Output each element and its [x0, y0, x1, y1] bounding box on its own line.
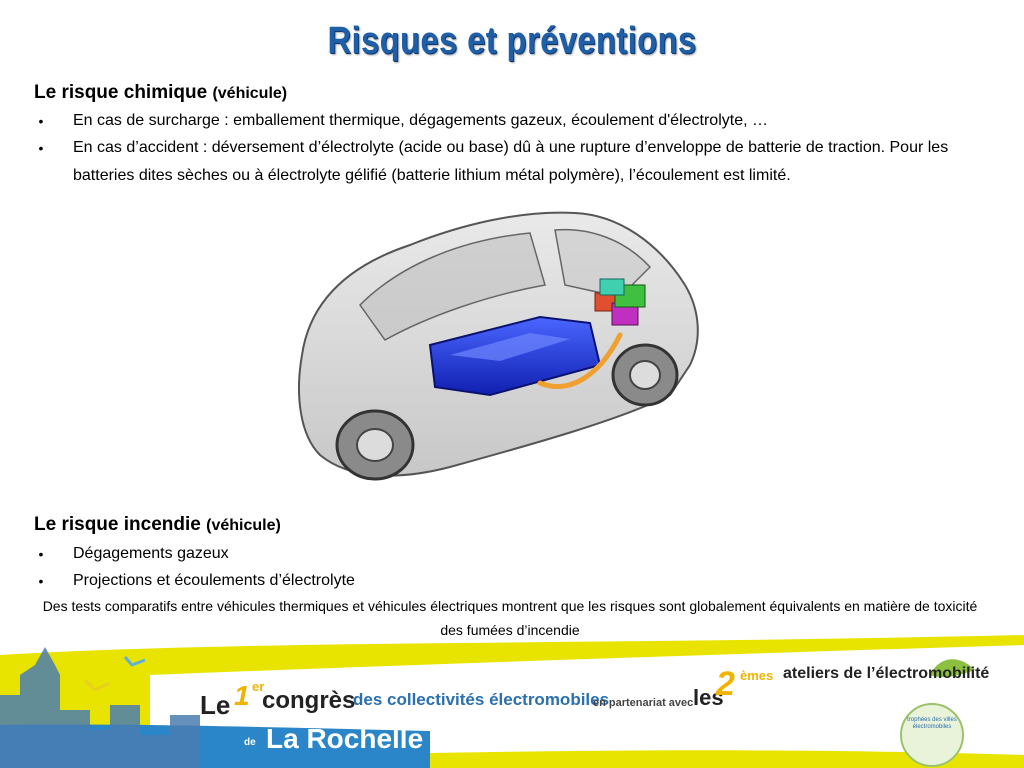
footer-ateliers: ateliers de l’électromobilité	[783, 665, 990, 682]
bullet-item	[34, 107, 994, 135]
heading-sub: (véhicule)	[206, 517, 281, 534]
comparison-note: Des tests comparatifs entre véhicules thermiques et véhicules électriques montrent que les risques sont globalement équivalents en matière de toxicité des fumées d’incendie	[42, 598, 978, 638]
footer-city: La Rochelle	[266, 723, 424, 754]
bullet-item	[34, 540, 734, 568]
footer-first-sup: er	[252, 679, 265, 694]
car-hub-shape	[357, 429, 393, 461]
heading-text: Le risque incendie	[34, 514, 201, 535]
footer-de: de	[244, 737, 256, 748]
bullet-text: Projections et écoulements d’électrolyte	[73, 572, 355, 589]
bullet-item	[34, 567, 734, 595]
car-hub-shape	[630, 361, 660, 389]
bullet-item	[34, 134, 994, 190]
bullet-text: En cas d’accident : déversement d’électrolyte (acide ou base) dû à une rupture d’enveloppe de batterie de traction. Pour les batteries dites sèches ou à électrolyte gélifié (batterie lithium métal polymère), l’écoulement est limité.	[73, 139, 949, 184]
footer-les: les	[693, 685, 724, 710]
heading-sub: (véhicule)	[212, 85, 288, 102]
footer-collectivites: des collectivités électromobiles	[353, 690, 610, 709]
section-heading-fire	[34, 514, 281, 536]
bullet-dot-icon: •	[38, 113, 44, 129]
footer-second-sup: èmes	[740, 668, 774, 683]
footer-first: 1	[234, 680, 250, 711]
bullet-dot-icon: •	[38, 546, 44, 562]
bullet-dot-icon: •	[38, 573, 44, 589]
section-heading-chemical	[34, 82, 287, 104]
bullet-text: Dégagements gazeux	[73, 545, 229, 562]
slide-title: Risques et préventions	[327, 20, 697, 62]
bullet-dot-icon: •	[38, 140, 44, 156]
footer-second: 2	[716, 665, 735, 703]
electric-car-battery-illustration	[290, 205, 710, 495]
module-shape	[600, 279, 624, 295]
footer-banner	[0, 635, 1024, 768]
footer-congres: congrès	[262, 687, 356, 714]
trophy-logo	[900, 703, 964, 767]
logo-text: trophées des villes électromobiles	[907, 717, 957, 730]
bullet-text: En cas de surcharge : emballement thermique, dégagements gazeux, écoulement d'électrolyte, …	[73, 112, 768, 129]
footer-partenariat: en partenariat avec	[593, 697, 694, 709]
heading-text: Le risque chimique	[34, 82, 208, 103]
footer-le: Le	[200, 690, 231, 720]
